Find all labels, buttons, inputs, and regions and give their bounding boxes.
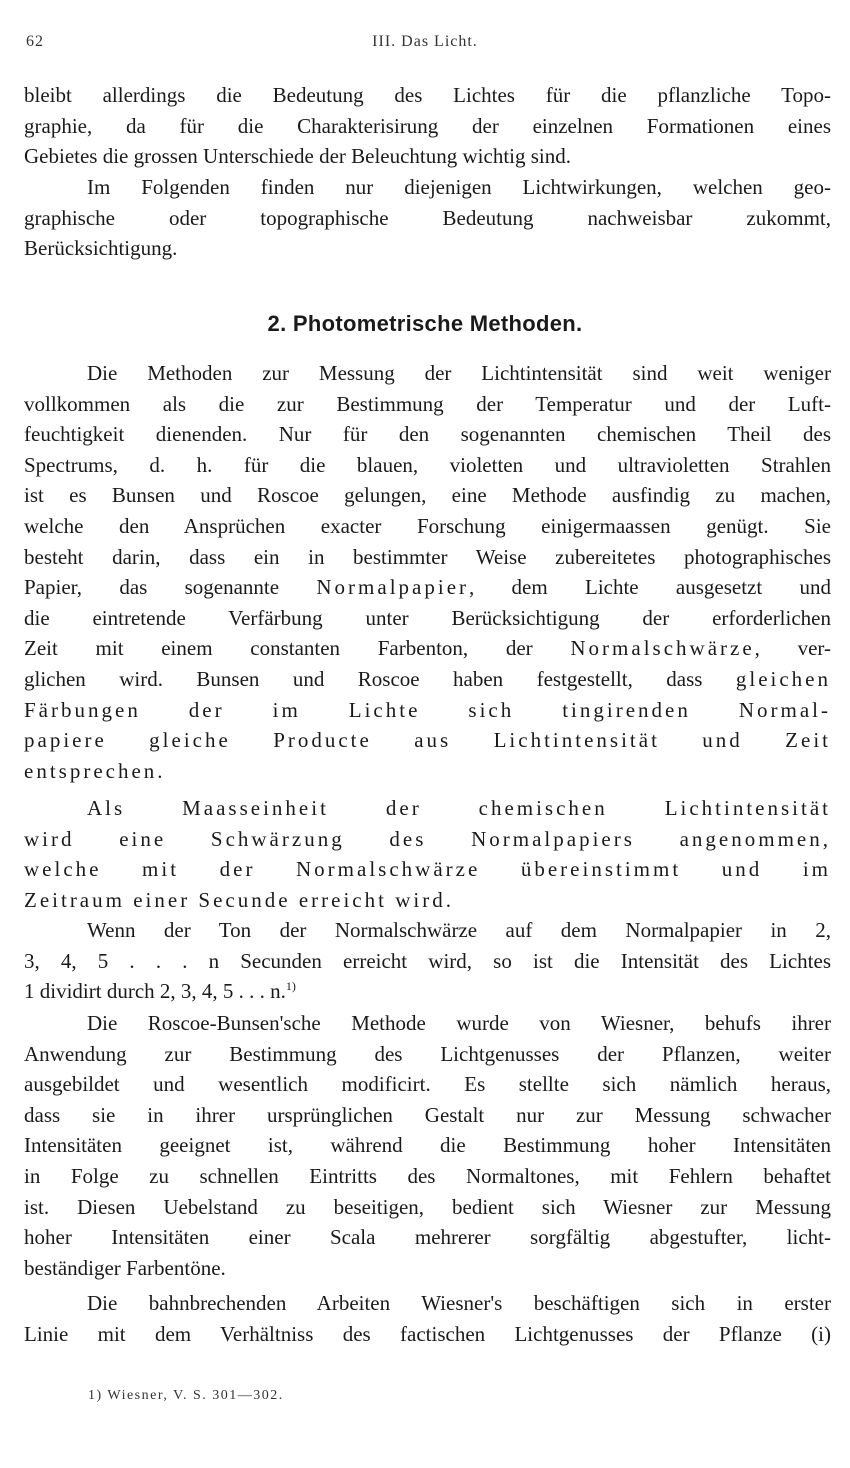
text-line-emphasis: Färbungen der im Lichte sich tingirenden Normal-	[24, 697, 831, 722]
text-line: feuchtigkeit dienenden. Nur für den sogenannten chemischen Theil des	[24, 422, 831, 447]
running-head	[22, 33, 828, 55]
text-line: Anwendung zur Bestimmung des Lichtgenusses der Pflanzen, weiter	[24, 1041, 831, 1066]
paragraph-5	[24, 915, 831, 1007]
paragraph-6	[24, 1008, 831, 1283]
text-line: die eintretende Verfärbung unter Berücksichtigung der erforderlichen	[24, 605, 831, 630]
text-line: Die bahnbrechenden Arbeiten Wiesner's beschäftigen sich in erster	[87, 1291, 831, 1315]
text-line-emphasis: Als Maasseinheit der chemischen Lichtintensität	[87, 796, 831, 820]
text-line: Spectrums, d. h. für die blauen, violetten und ultravioletten Strahlen	[24, 452, 831, 477]
text-run: , ver-	[754, 636, 831, 661]
text-line: in Folge zu schnellen Eintritts des Normaltones, mit Fehlern behaftet	[24, 1163, 831, 1188]
text-run: , dem Lichte ausgesetzt und	[469, 575, 831, 600]
text-line	[24, 664, 831, 695]
text-line: Gebietes die grossen Unterschiede der Beleuchtung wichtig sind.	[24, 144, 572, 169]
text-run: Zeit mit einem constanten Farbenton, der	[24, 636, 571, 661]
text-line: bleibt allerdings die Bedeutung des Lichtes für die pflanzliche Topo-	[24, 83, 831, 107]
emphasis-term: Normalschwärze	[570, 636, 755, 661]
text-line-emphasis: entsprechen.	[24, 758, 166, 783]
paragraph-2	[24, 172, 831, 264]
text-line-emphasis: Zeitraum einer Secunde erreicht wird.	[24, 887, 454, 912]
emphasis-term: gleichen	[735, 666, 831, 691]
text-run: 1 dividirt durch 2, 3, 4, 5 . . . n.	[24, 979, 286, 1004]
section-heading: 2. Photometrische Methoden.	[267, 311, 583, 336]
text-line-emphasis: papiere gleiche Producte aus Lichtintensität und Zeit	[24, 728, 831, 753]
paragraph-1	[24, 80, 831, 172]
text-line: beständiger Farbentöne.	[24, 1255, 226, 1280]
text-line	[24, 572, 831, 603]
text-line: ist es Bunsen und Roscoe gelungen, eine Methode ausfindig zu machen,	[24, 483, 831, 508]
text-line: ist. Diesen Uebelstand zu beseitigen, bedient sich Wiesner zur Messung	[24, 1194, 831, 1219]
text-line: Linie mit dem Verhältniss des factischen Lichtgenusses der Pflanze (i)	[24, 1321, 831, 1346]
text-line: vollkommen als die zur Bestimmung der Temperatur und der Luft-	[24, 391, 831, 416]
text-line: ausgebildet und wesentlich modificirt. Es stellte sich nämlich heraus,	[24, 1072, 831, 1097]
text-run: glichen wird. Bunsen und Roscoe haben festgestellt, dass	[24, 666, 736, 691]
text-line: 3, 4, 5 . . . n Secunden erreicht wird, so ist die Intensität des Lichtes	[24, 948, 831, 973]
text-line-emphasis: wird eine Schwärzung des Normalpapiers angenommen,	[24, 826, 831, 851]
text-line: welche den Ansprüchen exacter Forschung einigermaassen genügt. Sie	[24, 513, 831, 538]
text-line-emphasis: welche mit der Normalschwärze übereinstimmt und im	[24, 857, 831, 882]
footnote: 1) Wiesner, V. S. 301—302.	[88, 1388, 284, 1403]
emphasis-term: Normalpapier	[316, 575, 470, 600]
page-number: 62	[26, 33, 44, 50]
text-line: graphie, da für die Charakterisirung der einzelnen Formationen eines	[24, 113, 831, 138]
text-line: Intensitäten geeignet ist, während die Bestimmung hoher Intensitäten	[24, 1133, 831, 1158]
paragraph-4	[24, 793, 831, 915]
text-line: Wenn der Ton der Normalschwärze auf dem Normalpapier in 2,	[87, 918, 831, 942]
text-line: Im Folgenden finden nur diejenigen Lichtwirkungen, welchen geo-	[87, 175, 831, 199]
text-run: Papier, das sogenannte	[24, 575, 317, 600]
paragraph-7	[24, 1288, 831, 1349]
paragraph-3	[24, 358, 831, 786]
text-line: besteht darin, dass ein in bestimmter Weise zubereitetes photographisches	[24, 544, 831, 569]
text-line: Die Methoden zur Messung der Lichtintensität sind weit weniger	[87, 361, 831, 385]
text-line	[24, 633, 831, 664]
footnote-marker: 1)	[285, 979, 296, 994]
text-line: hoher Intensitäten einer Scala mehrerer sorgfältig abgestufter, licht-	[24, 1225, 831, 1250]
text-line: dass sie in ihrer ursprünglichen Gestalt nur zur Messung schwacher	[24, 1102, 831, 1127]
text-line: Die Roscoe-Bunsen'sche Methode wurde von Wiesner, behufs ihrer	[87, 1011, 831, 1035]
text-line: graphische oder topographische Bedeutung nachweisbar zukommt,	[24, 205, 831, 230]
running-title: III. Das Licht.	[372, 33, 478, 50]
text-line	[24, 976, 831, 1007]
text-line: Berücksichtigung.	[24, 236, 178, 261]
